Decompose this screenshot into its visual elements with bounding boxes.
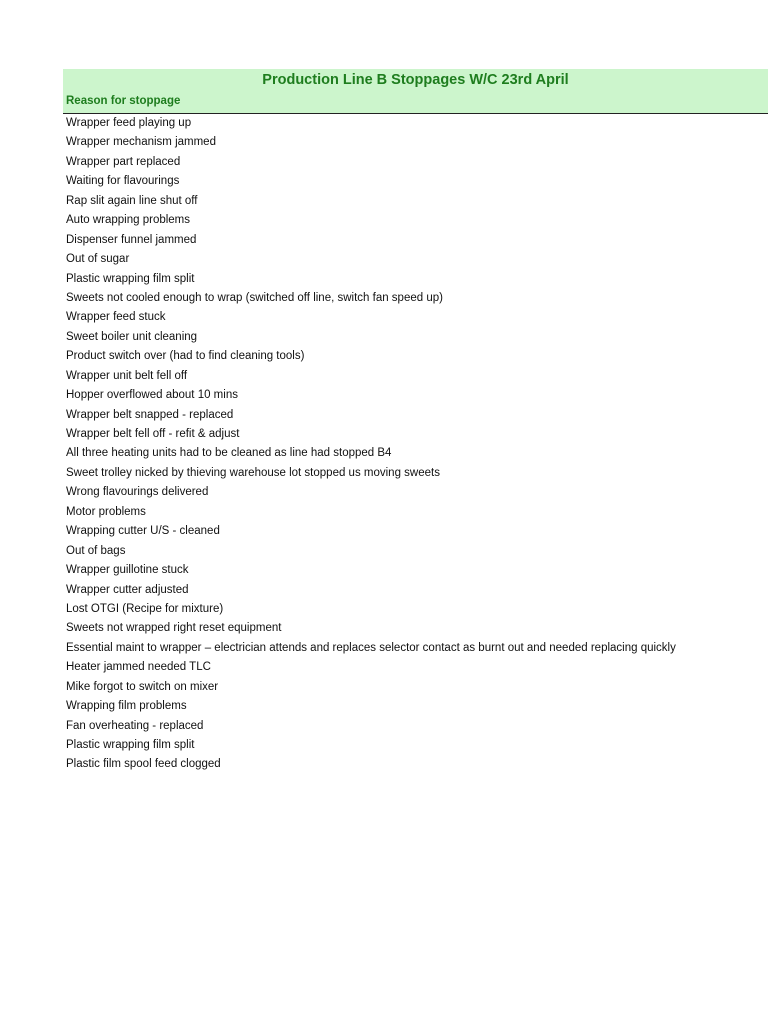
stoppage-row: Wrapper feed playing up [66, 117, 192, 129]
spreadsheet [63, 69, 768, 775]
stoppage-row: Wrapper belt snapped - replaced [66, 408, 234, 421]
stoppage-row: Lost OTGI (Recipe for mixture) [66, 602, 224, 615]
sheet-title: Production Line B Stoppages W/C 23rd April [262, 72, 569, 88]
column-header-reason: Reason for stoppage [66, 95, 181, 107]
stoppage-row: Essential maint to wrapper – electrician attends and replaces selector contact as burnt out and needed replacing quickly [66, 641, 676, 654]
stoppage-row: Dispenser funnel jammed [66, 233, 197, 246]
stoppage-row: Sweet trolley nicked by thieving warehouse lot stopped us moving sweets [66, 466, 440, 479]
stoppage-row: Wrapper mechanism jammed [66, 136, 216, 149]
stoppage-row: Product switch over (had to find cleaning tools) [66, 350, 305, 363]
stoppage-list [63, 114, 768, 775]
stoppage-row: Wrapper part replaced [66, 155, 181, 168]
stoppage-row: Plastic film spool feed clogged [66, 758, 221, 771]
stoppage-row: Mike forgot to switch on mixer [66, 680, 219, 693]
stoppage-row: Out of sugar [66, 253, 130, 266]
stoppage-row: Plastic wrapping film split [66, 739, 195, 751]
stoppage-row: Hopper overflowed about 10 mins [66, 389, 238, 402]
stoppage-row: Rap slit again line shut off [66, 194, 198, 207]
stoppage-row: Wrapper cutter adjusted [66, 583, 189, 596]
header-band [63, 69, 768, 114]
stoppage-row: Wrapper guillotine stuck [66, 564, 189, 577]
stoppage-row: Motor problems [66, 505, 146, 518]
stoppage-row: Wrapper feed stuck [66, 311, 166, 324]
stoppage-row: Auto wrapping problems [66, 214, 191, 227]
stoppage-row: Sweets not cooled enough to wrap (switched off line, switch fan speed up) [66, 291, 443, 304]
stoppage-row: Wrong flavourings delivered [66, 486, 209, 499]
stoppage-row: Wrapper belt fell off - refit & adjust [66, 428, 240, 440]
stoppage-row: Heater jammed needed TLC [66, 661, 211, 674]
stoppage-row: Sweets not wrapped right reset equipment [66, 622, 282, 635]
stoppage-row: All three heating units had to be cleaned as line had stopped B4 [66, 447, 392, 460]
stoppage-row: Out of bags [66, 544, 126, 557]
stoppage-row: Wrapping cutter U/S - cleaned [66, 525, 220, 538]
stoppage-row: Wrapper unit belt fell off [66, 369, 188, 382]
stoppage-row: Wrapping film problems [66, 700, 187, 713]
stoppage-row: Fan overheating - replaced [66, 719, 204, 732]
stoppage-row: Waiting for flavourings [66, 175, 180, 188]
stoppage-row: Plastic wrapping film split [66, 272, 195, 285]
stoppage-row: Sweet boiler unit cleaning [66, 330, 198, 343]
